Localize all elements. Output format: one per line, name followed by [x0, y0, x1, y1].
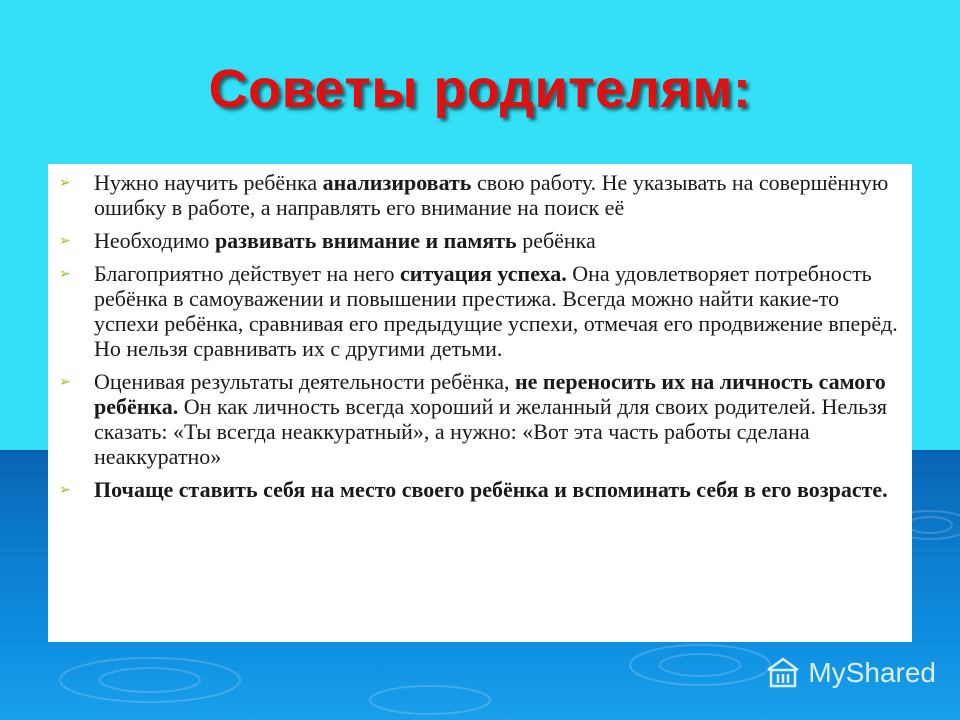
content-box: [48, 164, 912, 642]
bullet-arrow-icon: ➢: [59, 175, 71, 191]
bullet-text-bold: анализировать: [322, 170, 472, 195]
bullet-item: [59, 261, 900, 361]
bullet-item: [59, 477, 900, 502]
bullet-arrow-icon: ➢: [59, 482, 71, 498]
bullet-arrow-icon: ➢: [59, 374, 71, 390]
bullet-text: Необходимо: [94, 228, 215, 253]
watermark: [764, 656, 936, 690]
bullet-text-bold: Почаще ставить себя на место своего ребёнка и вспоминать себя в его возрасте.: [94, 477, 888, 502]
bullet-arrow-icon: ➢: [59, 266, 71, 282]
slide-title: Советы родителям:: [208, 59, 752, 119]
bullet-item: [59, 369, 900, 469]
bullet-text: свою работу. Не указывать на совершённую ошибку в работе, а направлять его внимание на поиск её: [94, 170, 889, 220]
bullet-text: ребёнка: [516, 228, 596, 253]
bullet-text-bold: ситуация успеха.: [400, 261, 567, 286]
watermark-text: MyShared: [808, 657, 936, 688]
bullet-text: Благоприятно действует на него: [94, 261, 401, 286]
bullet-list: [48, 164, 912, 502]
bullet-text-bold: развивать внимание и память: [214, 228, 517, 253]
bullet-text: Она удовлетворяет потребность ребёнка в самоуважении и повышении престижа. Всегда можно найти какие-то успехи ребёнка, сравнивая его предыдущие успехи, отмечая его продвижение вперёд. Но нельзя сравнивать их с другими детьми.: [94, 261, 898, 361]
bullet-item: [59, 228, 900, 253]
bullet-text: Нужно научить ребёнка: [94, 170, 323, 195]
bullet-text: Оценивая результаты деятельности ребёнка,: [94, 369, 515, 394]
myshared-logo-icon: [764, 656, 802, 690]
bullet-arrow-icon: ➢: [59, 233, 71, 249]
bullet-item: [59, 170, 900, 220]
bullet-text-bold: не переносить их на личность самого ребёнка.: [94, 369, 886, 419]
bullet-text: Он как личность всегда хороший и желанный для своих родителей. Нельзя сказать: «Ты всегда неаккуратный», а нужно: «Вот эта часть работы сделана неаккуратно»: [94, 394, 887, 469]
